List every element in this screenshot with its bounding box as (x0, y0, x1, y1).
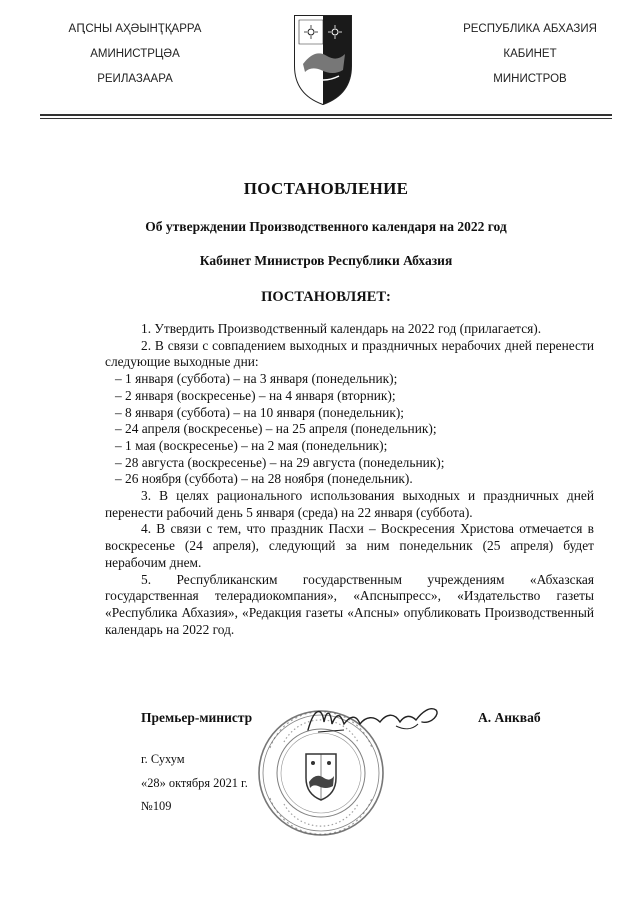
issue-date: «28» октября 2021 г. (141, 776, 248, 790)
paragraph-1: 1. Утвердить Производственный календарь на 2022 год (прилагается). (141, 321, 542, 336)
header-right-line-1: РЕСПУБЛИКА АБХАЗИЯ (463, 23, 597, 35)
transfer-item: – 1 мая (воскресенье) – на 2 мая (понедельник); (115, 437, 388, 453)
document-number: №109 (141, 799, 172, 813)
header-left-line-3: РЕИЛАЗААРА (97, 73, 173, 85)
handwritten-signature-icon (300, 700, 445, 738)
paragraph-3: 3. В целях рационального использования выходных и праздничных дней перенести рабочий день 5 января (среда) на 22 января (суббота). (105, 488, 594, 520)
issue-city: г. Сухум (141, 752, 185, 766)
state-emblem-icon (293, 14, 353, 106)
transfer-item: – 28 августа (воскресенье) – на 29 августа (понедельник); (115, 454, 445, 470)
paragraph-4: 4. В связи с тем, что праздник Пасхи – Воскресения Христова отмечается в воскресенье (24 апреля), следующий за ним понедельник (25 апреля) будет нерабочим днем. (105, 521, 594, 570)
document-title: ПОСТАНОВЛЕНИЕ (243, 179, 409, 198)
signatory-name: А. Анкваб (478, 710, 541, 725)
header-divider-thin (40, 118, 612, 119)
signatory-role: Премьер-министр (141, 710, 253, 725)
document-subject: Об утверждении Производственного календаря на 2022 год (145, 219, 507, 234)
transfer-item: – 26 ноября (суббота) – на 28 ноября (понедельник). (115, 471, 413, 487)
decree-heading: ПОСТАНОВЛЯЕТ: (261, 289, 391, 305)
header-left-block (40, 17, 230, 92)
document-issuer: Кабинет Министров Республики Абхазия (199, 253, 453, 268)
transfer-item: – 8 января (суббота) – на 10 января (понедельник); (115, 404, 405, 420)
header-left-line-2: АМИНИСТРЦӘА (90, 48, 180, 60)
paragraph-5: 5. Республиканским государственным учреждениям «Абхазская государственная телерадиокомпания», «Апсныпресс», «Издательство газеты «Республика Абхазия», «Редакция газеты «Апсны» опубликовать Производственный календарь на 2022 год. (105, 571, 594, 637)
document-body (105, 321, 594, 638)
header-right-line-3: МИНИСТРОВ (493, 73, 567, 85)
transfer-item: – 24 апреля (воскресенье) – на 25 апреля (понедельник); (115, 421, 437, 437)
transfer-item: – 2 января (воскресенье) – на 4 января (вторник); (115, 387, 396, 403)
transfer-item: – 1 января (суббота) – на 3 января (понедельник); (115, 371, 398, 387)
header-left-line-1: АԤСНЫ АҲӘЫНҬҚАРРА (68, 23, 202, 35)
header-divider-thick (40, 114, 612, 116)
header-right-block (435, 17, 625, 92)
header-right-line-2: КАБИНЕТ (503, 48, 557, 60)
paragraph-2: 2. В связи с совпадением выходных и праздничных нерабочих дней перенести следующие выходные дни: (105, 337, 594, 370)
